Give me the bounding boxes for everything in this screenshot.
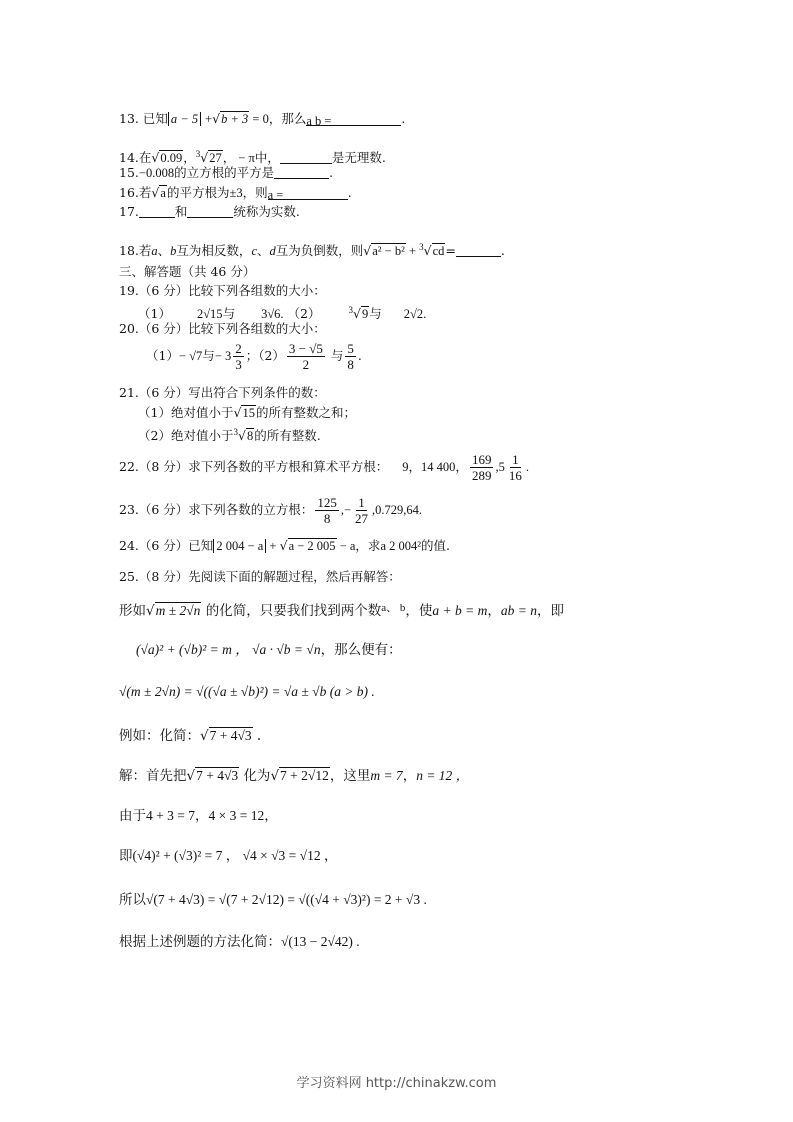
question-24: 24.（6 分）已知 2 004 − a + √a − 2 005 − a，求a 2 004²的值. (119, 538, 450, 553)
question-19-stem: 19.（6 分）比较下列各组数的大小： (119, 283, 326, 298)
question-25-para-2: (√a)² + (√b)² = m ， √a · √b = √n，那么便有： (136, 642, 402, 658)
question-25-task: 根据上述例题的方法化简：√(13 − 2√42) . (119, 934, 360, 950)
question-18: 18.若a、b互为相反数，c、d互为负倒数，则√a² − b² + $^3$√cd= . (119, 242, 505, 259)
question-19-parts: （1） 2√15与 3√6. （2） $^3$√9与 2√2. (138, 305, 427, 322)
question-25-ji: 即(√4)² + (√3)² = 7 ， √4 × √3 = √12 ， (119, 848, 338, 864)
question-16: 16.若√a的平方根为±3，则a = . (119, 185, 352, 202)
question-21-stem: 21.（6 分）写出符合下列条件的数： (119, 385, 326, 400)
question-25-para-1: 形如√m ± 2√n 的化简，只要我们找到两个数$^{a、 b}$，使a + b = m，ab = n，即 (119, 602, 564, 619)
question-15: 15.−0.008的立方根的平方是 . (119, 165, 334, 180)
question-17: 17. 和 统称为实数. (119, 204, 300, 219)
question-23: 23.（6 分）求下列各数的立方根： $\frac{125}{8}$ ,− $\frac{1}{27}$ ,0.729,64. (119, 495, 422, 526)
question-22: 22.（8 分）求下列各数的平方根和算术平方根： 9，14 400， $\frac{169}{289}$ ,5 $\frac{1}{16}$ . (119, 452, 529, 483)
question-25-identity: √(m ± 2√n) = √((√a ± √b)²) = √a ± √b (a > b) . (119, 684, 375, 699)
question-25-example: 例如：化简：√7 + 4√3 . (119, 728, 262, 744)
site-footer: 学习资料网 http://chinakzw.com (296, 1076, 497, 1091)
question-13: 13. 已知 a − 5 +√b + 3 = 0，那么a b = . (119, 111, 406, 128)
question-25-stem: 25.（8 分）先阅读下面的解题过程，然后再解答： (119, 569, 401, 584)
question-20-parts: （1）− √7与− 3 $\frac{2}{3}$ ；（2） $\frac{3 - √5}{2}$ 与 $\frac{5}{8}$ . (146, 341, 362, 372)
question-21-part-1: （1）绝对值小于√15的所有整数之和； (138, 405, 356, 420)
question-20-stem: 20.（6 分）比较下列各组数的大小： (119, 321, 326, 336)
question-25-since: 由于4 + 3 = 7，4 × 3 = 12， (119, 808, 278, 824)
question-14: 14.在√0.09，$^3$√27， − π中， 是无理数. (119, 149, 386, 166)
section-3-heading: 三、解答题（共 46 分） (119, 264, 256, 279)
question-21-part-2: （2）绝对值小于$^3$√8的所有整数. (138, 427, 321, 444)
question-25-solution: 解：首先把√7 + 4√3 化为√7 + 2√12，这里m = 7，n = 12 ， (119, 768, 470, 784)
question-25-therefore: 所以√(7 + 4√3) = √(7 + 2√12) = √((√4 + √3)²) = 2 + √3 . (119, 892, 427, 908)
